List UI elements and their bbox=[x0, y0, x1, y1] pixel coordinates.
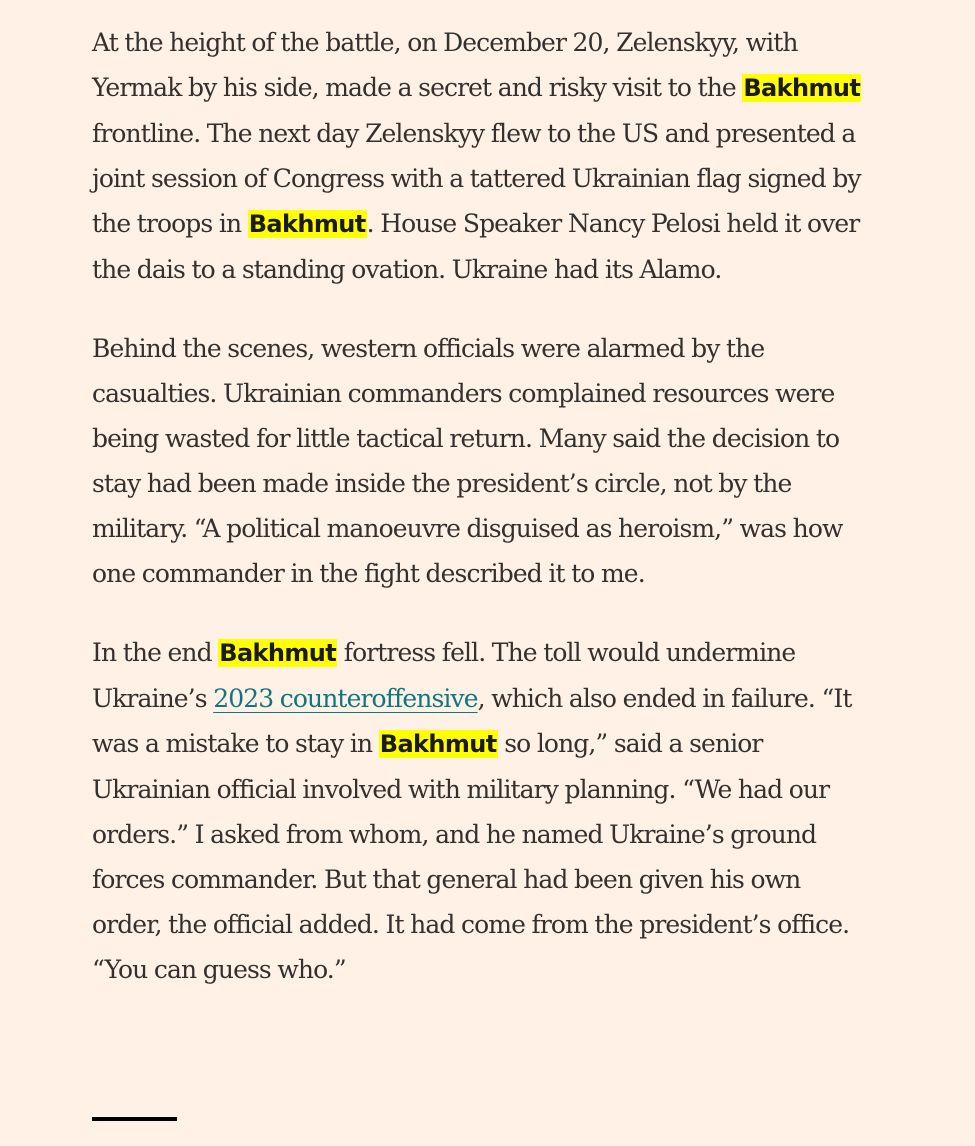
paragraph-text: , which also ended in failure. “It was a mistake to stay in bbox=[92, 684, 852, 758]
paragraph-2 bbox=[92, 326, 862, 596]
search-highlight: Bakhmut bbox=[248, 210, 366, 238]
article-body bbox=[92, 20, 862, 992]
paragraph-text: fortress fell. The toll would undermine Ukraine’s bbox=[92, 638, 796, 713]
search-highlight: Bakhmut bbox=[219, 639, 337, 667]
paragraph-1 bbox=[92, 20, 862, 292]
paragraph-text: frontline. The next day Zelenskyy flew to the US and presented a joint session of Congress with a tattered Ukrainian flag signed by the troops in bbox=[92, 119, 861, 238]
article-end-divider bbox=[92, 1117, 177, 1121]
paragraph-3 bbox=[92, 630, 862, 992]
paragraph-text: In the end bbox=[92, 638, 219, 667]
counteroffensive-link[interactable]: 2023 counteroffensive bbox=[213, 684, 478, 713]
paragraph-text: At the height of the battle, on December 20, Zelenskyy, with Yermak by his side, made a secret and risky visit to the bbox=[92, 28, 798, 102]
paragraph-text: Behind the scenes, western officials were alarmed by the casualties. Ukrainian commanders complained resources were being wasted for little tactical return. Many said the decision to stay had been made inside the president’s circle, not by the military. “A political manoeuvre disguised as heroism,” was how one commander in the fight described it to me. bbox=[92, 334, 843, 588]
search-highlight: Bakhmut bbox=[379, 730, 497, 758]
paragraph-text: so long,” said a senior Ukrainian official involved with military planning. “We had our orders.” I asked from whom, and he named Ukraine’s ground forces commander. But that general had been given his own order, the official added. It had come from the president’s office. “You can guess who.” bbox=[92, 729, 850, 984]
paragraph-text: . House Speaker Nancy Pelosi held it over the dais to a standing ovation. Ukraine had its Alamo. bbox=[92, 209, 860, 284]
search-highlight: Bakhmut bbox=[743, 74, 861, 102]
